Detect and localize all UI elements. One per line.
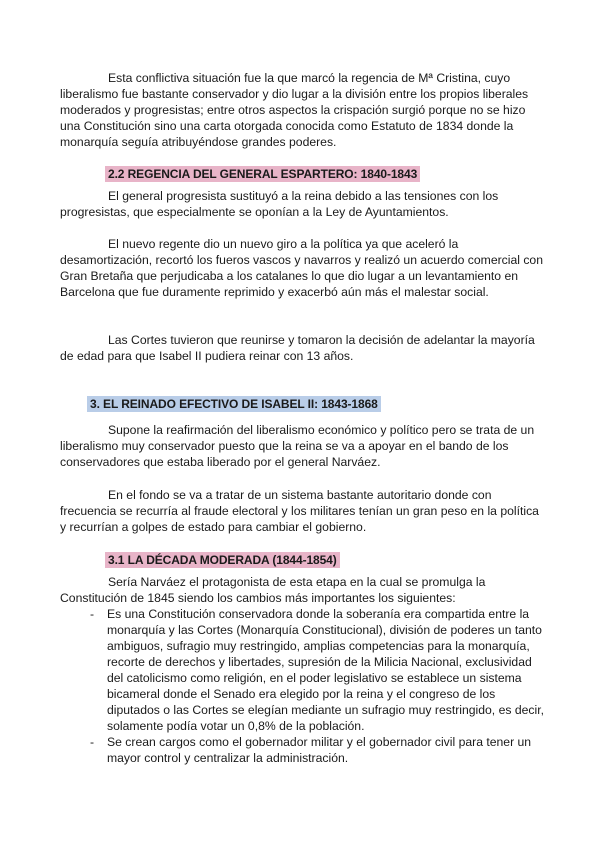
heading-3-reinado-isabel-ii: 3. EL REINADO EFECTIVO DE ISABEL II: 1843-1868 (87, 396, 381, 412)
paragraph-sistema-autoritario (60, 487, 545, 535)
list-item (60, 606, 545, 734)
paragraph-cortes-mayoria-edad (60, 332, 545, 364)
paragraph-text: En el fondo se va a tratar de un sistema bastante autoritario donde con frecuencia se recurría al fraude electoral y los militares tenían un gran peso en la política y recurrían a golpes de estado para cambiar el gobierno. (60, 488, 539, 534)
paragraph-text: Las Cortes tuvieron que reunirse y tomaron la decisión de adelantar la mayoría de edad para que Isabel II pudiera reinar con 13 años. (60, 333, 535, 363)
paragraph-text: Supone la reafirmación del liberalismo económico y político pero se trata de un liberalismo muy conservador puesto que la reina se va a apoyar en el bando de los conservadores que estaba liberado por el general Narváez. (60, 423, 535, 469)
paragraph-text: El nuevo regente dio un nuevo giro a la política ya que aceleró la desamortización, recortó los fueros vascos y navarros y realizó un acuerdo comercial con Gran Bretaña que perjudicaba a los catalanes lo que dio lugar a un levantamiento en Barcelona que fue duramente reprimido y exacerbó aún más el malestar social. (60, 237, 543, 299)
paragraph-nuevo-regente (60, 236, 545, 300)
paragraph-reafirmacion-liberalismo (60, 422, 545, 470)
paragraph-text: El general progresista sustituyó a la reina debido a las tensiones con los progresistas, que especialmente se oponían a la Ley de Ayuntamientos. (60, 189, 499, 219)
list-item (60, 734, 545, 766)
paragraph-text: Esta conflictiva situación fue la que marcó la regencia de Mª Cristina, cuyo liberalismo fue bastante conservador y dio lugar a la división entre los propios liberales moderados y progresistas; entre otros aspectos la crispación surgió porque no se hizo una Constitución sino una carta otorgada conocida como Estatuto de 1834 donde la monarquía seguía atribuyéndose grandes poderes. (60, 71, 529, 149)
paragraph-narvaez-constitucion-1845 (60, 574, 545, 606)
list-item-text: Es una Constitución conservadora donde la soberanía era compartida entre la monarquía y las Cortes (Monarquía Constitucional), división de poderes un tanto ambiguos, sufragio muy restringido, amplias competencias para la monarquía, recorte de derechos y libertades, supresión de la Milicia Nacional, exclusividad del catolicismo como religión, en el poder legislativo se establece un sistema bicameral donde el Senado era elegido por la reina y el congreso de los diputados o las Cortes se elegían mediante un sufragio muy restringido, es decir, solamente podía votar un 0,8% de la población. (107, 607, 544, 733)
dash-bullet: - (90, 607, 95, 621)
dash-bullet: - (90, 735, 95, 749)
paragraph-regencia-maria-cristina (60, 70, 545, 150)
heading-2-2-regencia-espartero: 2.2 REGENCIA DEL GENERAL ESPARTERO: 1840-1843 (105, 166, 420, 182)
heading-3-1-decada-moderada: 3.1 LA DÉCADA MODERADA (1844-1854) (105, 552, 340, 568)
constitution-changes-list (60, 606, 545, 766)
paragraph-general-progresista (60, 188, 545, 220)
paragraph-text: Sería Narváez el protagonista de esta etapa en la cual se promulga la Constitución de 1845 siendo los cambios más importantes los siguientes: (60, 575, 486, 605)
list-item-text: Se crean cargos como el gobernador militar y el gobernador civil para tener un mayor control y centralizar la administración. (107, 735, 532, 765)
